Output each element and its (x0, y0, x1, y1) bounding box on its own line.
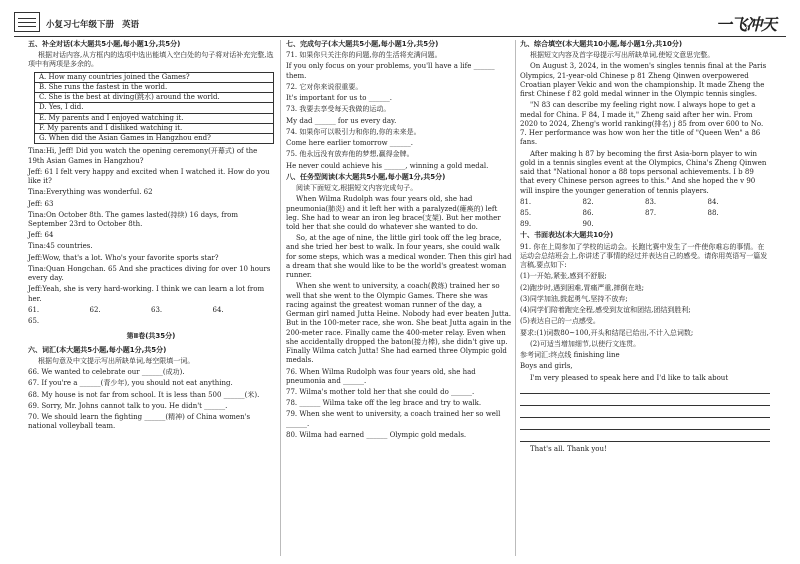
vocab-item[interactable]: 70. We should learn the fighting ______(精神) of China women's national volleyball team. (28, 412, 251, 431)
writing-point: (5)表达自己的一点感受。 (520, 317, 600, 326)
answer-blank[interactable]: 84. (707, 197, 719, 206)
writing-point: (1)一开始,紧张,感到不舒服; (520, 272, 607, 281)
writing-start: Boys and girls, (520, 362, 573, 371)
section-6-instructions: 根据句意及中文提示写出所缺单词,每空限填一词。 (38, 356, 195, 365)
task-item[interactable]: 78. ______ Wilma take off the leg brace and try to walk. (286, 399, 482, 408)
sentence-line[interactable]: Come here earlier tomorrow ______. (286, 139, 414, 148)
dialog-line: Jeff: 63 (28, 199, 54, 208)
dialog-line: Tina:Everything was wonderful. 62 (28, 188, 153, 197)
answer-row (520, 220, 770, 229)
passage-paragraph: When she went to university, a coach(教练) trained her so well that she went to the Olympic Games. There she was racing against the greatest woman runner of the day, a German girl named Jutta Heine. Nobody had ever beaten Jutta. But in the 100-meter race, she won. She beat Jutta again in the 200-meter race. Finally came the 400-meter relay. Even when she accidentally dropped the baton(接力棒), she didn't give up. Finally Wilma catch Jutta! She had earned three Olympic gold medals. (286, 282, 512, 365)
column-divider (515, 40, 516, 556)
writing-requirement: (2)可适当增加细节,以使行文连贯。 (530, 339, 641, 348)
section-9-title: 九、综合填空(本大题共10小题,每小题1分,共10分) (520, 40, 683, 48)
dialog-line: Tina:Hi, Jeff! Did you watch the opening ceremony(开幕式) of the 19th Asian Games in Hangzhou? (28, 147, 258, 165)
dialog-line: Jeff:Yeah, she is very hard-working. I think we can learn a lot from her. (28, 285, 265, 303)
answer-row (520, 209, 770, 218)
writing-line[interactable] (520, 409, 770, 418)
section-10-instructions: 91. 你在上周参加了学校的运动会。长跑比赛中发生了一件使你难忘的事情。在运动会总结班会上,你讲述了事情的经过并表达自己的感受。请你用英语写一篇发言稿,要点如下: (520, 242, 768, 270)
sentence-line[interactable]: He never could achieve his ______, winning a gold medal. (286, 161, 489, 170)
answer-blank[interactable]: 89. (520, 220, 532, 229)
answer-blank[interactable]: 87. (645, 208, 657, 217)
section-5-title: 五、补全对话(本大题共5小题,每小题1分,共5分) (28, 40, 181, 48)
section-9-instructions: 根据短文内容及首字母提示写出所缺单词,使短文意思完整。 (530, 51, 715, 60)
dialog-line: Jeff: 64 (28, 231, 54, 240)
column-middle (286, 40, 512, 442)
answer-row (520, 198, 770, 207)
header-title (46, 20, 147, 31)
sentence-line[interactable]: If you only focus on your problems, you'll have a life ______ them. (286, 62, 495, 80)
option-item: C. She is the best at diving(跳水) around the world. (35, 93, 273, 103)
book-logo-icon (14, 12, 40, 32)
sentence-line: 73. 我要去享受每天我做的运动。 (286, 105, 391, 114)
writing-line[interactable] (520, 397, 770, 406)
answer-blank[interactable]: 61. (28, 305, 40, 314)
header-title-part: 小复习七年级下册 (46, 20, 115, 30)
writing-point: (2)跑步时,遇到困难,胃痛严重,摔倒在地; (520, 283, 644, 292)
vocab-item[interactable]: 68. My house is not far from school. It is less than 500 ______(米). (28, 390, 260, 399)
option-item: E. My parents and I enjoyed watching it. (35, 114, 273, 124)
writing-line[interactable] (520, 421, 770, 430)
answer-blank[interactable]: 81. (520, 197, 532, 206)
sentence-line[interactable]: My dad ______ for us every day. (286, 116, 397, 125)
answer-blank[interactable]: 64. (212, 305, 224, 314)
dialog-line: Tina:Quan Hongchan. 65 And she practices diving for over 10 hours every day. (28, 264, 271, 283)
writing-start: I'm very pleased to speak here and I'd like to talk about (530, 373, 729, 382)
answer-blank[interactable]: 65. (28, 317, 40, 326)
writing-point: (3)同学加油,鼓起勇气,坚持不放弃; (520, 294, 628, 303)
section-8-instructions: 阅读下面短文,根据短文内容完成句子。 (296, 184, 418, 193)
answer-blank[interactable]: 83. (645, 197, 657, 206)
reference-vocab: 参考词汇:终点线 finishing line (520, 351, 620, 360)
writing-end: That's all. Thank you! (530, 444, 607, 453)
answer-blank[interactable]: 85. (520, 208, 532, 217)
passage-paragraph: So, at the age of nine, the little girl took off the leg brace, and she tried her best to walk. In four years, she could walk for some steps, which was a medical wonder. Then this girl had a dream that she would like to be the world's greatest woman runner. (286, 234, 512, 280)
option-item: A. How many countries joined the Games? (35, 73, 273, 83)
section-8-title: 八、任务型阅读(本大题共5小题,每小题1分,共5分) (286, 172, 446, 181)
header-divider (14, 36, 786, 37)
section-10-title: 十、书面表达(本大题共10分) (520, 231, 614, 240)
section-7-title: 七、完成句子(本大题共5小题,每小题1分,共5分) (286, 40, 439, 48)
writing-requirement: 要求:(1)词数80~100,开头和结尾已给出,不计入总词数; (520, 328, 694, 337)
writing-line[interactable] (520, 385, 770, 394)
option-item: F. My parents and I disliked watching it. (35, 124, 273, 134)
answer-blank[interactable]: 82. (582, 197, 594, 206)
vocab-item[interactable]: 69. Sorry, Mr. Johns cannot talk to you. He didn't ______. (28, 401, 228, 410)
answer-blank[interactable]: 62. (89, 305, 101, 314)
dialog-line: Tina:45 countries. (28, 242, 93, 251)
task-item[interactable]: 79. When she went to university, a coach trained her so well ______. (286, 410, 501, 428)
sentence-line: 72. 它对你来说很重要。 (286, 82, 363, 91)
column-right (520, 40, 770, 456)
part-2-heading: 第Ⅱ卷(共35分) (126, 332, 176, 341)
column-divider (280, 40, 281, 556)
brand-logo: 一飞冲天 (715, 15, 776, 34)
options-box (34, 72, 274, 145)
writing-point: (4)同学们陪着跑完全程,感受到友谊和团结,团结到胜利; (520, 306, 691, 315)
dialog-line: Tina:On October 8th. The games lasted(持续) 16 days, from September 23rd to October 8th. (28, 210, 239, 228)
section-5-instructions: 根据对话内容,从方框内的选项中选出能填入空白处的句子将对话补充完整,选项中有两项是多余的。 (28, 51, 274, 69)
dialog-line: Jeff: 61 I felt very happy and excited when I watched it. How do you like it? (28, 167, 270, 186)
passage-paragraph: "N 83 can describe my feeling right now. I always hope to get a medal for China. F 84, I made it," Zheng said after her win. From 2020 to 2024, Zheng's world ranking(排名) j 85 from over 600 to No. 7. Her performance was how won her the title of "Queen Wen" a 86 fans. (520, 101, 764, 147)
dialog-line: Jeff:Wow, that's a lot. Who's your favorite sports star? (28, 253, 219, 262)
passage-paragraph: After making h 87 by becoming the first Asia-born player to win gold in a tennis singles event at the Olympics, China's Zheng Qinwen said that "National honor a 88 tops personal achievements. I b 89 that every Chinese person agrees to this." And she hoped the v 90 will inspire the younger generation of tennis players. (520, 149, 767, 195)
answer-blank[interactable]: 90. (582, 220, 594, 229)
task-item[interactable]: 77. Wilma's mother told her that she could do ______. (286, 387, 475, 396)
section-6-title: 六、词汇(本大题共5小题,每小题1分,共5分) (28, 345, 167, 354)
option-item: G. When did the Asian Games in Hangzhou end? (39, 134, 211, 143)
task-item[interactable]: 76. When Wilma Rudolph was four years old, she had pneumonia and ______. (286, 367, 476, 385)
sentence-line: 75. 他永远没有放弃他的梦想,赢得金牌。 (286, 150, 414, 159)
sentence-line[interactable]: It's important for us to ______. (286, 94, 392, 103)
vocab-item[interactable]: 66. We wanted to celebrate our ______(成功). (28, 368, 185, 377)
writing-line[interactable] (520, 433, 770, 442)
sentence-line: 71. 如果你只关注你的问题,你的生活将充满问题。 (286, 51, 442, 60)
option-item: B. She runs the fastest in the world. (35, 83, 273, 93)
column-left (28, 40, 274, 433)
answer-blank[interactable]: 63. (151, 305, 163, 314)
answer-blank[interactable]: 88. (707, 208, 719, 217)
passage-paragraph: On August 3, 2024, in the women's singles tennis final at the Paris Olympics, 21-year-old Chinese p 81 Zheng Qinwen overpowered Croatian player Vekic and won the championship. It made Zheng the first Chinese f 82 gold medal winner in the Olympic tennis singles. (520, 62, 767, 99)
option-item: D. Yes, I did. (35, 103, 273, 113)
answer-blank[interactable]: 86. (582, 208, 594, 217)
vocab-item[interactable]: 67. If you're a ______(青少年), you should not eat anything. (28, 379, 233, 388)
sentence-line: 74. 如果你可以吸引力和你的,你的未来是。 (286, 127, 421, 136)
header-title-part: 英语 (122, 20, 140, 30)
task-item[interactable]: 80. Wilma had earned ______ Olympic gold medals. (286, 430, 467, 439)
answer-row (28, 306, 274, 315)
passage-paragraph: When Wilma Rudolph was four years old, she had pneumonia(肺炎) and it left her with a paralyzed(瘫痪的) left leg. She had to wear an iron leg brace(支架). But her mother told her that she could do whatever she wanted to do. (286, 195, 501, 231)
page-header (14, 8, 786, 36)
